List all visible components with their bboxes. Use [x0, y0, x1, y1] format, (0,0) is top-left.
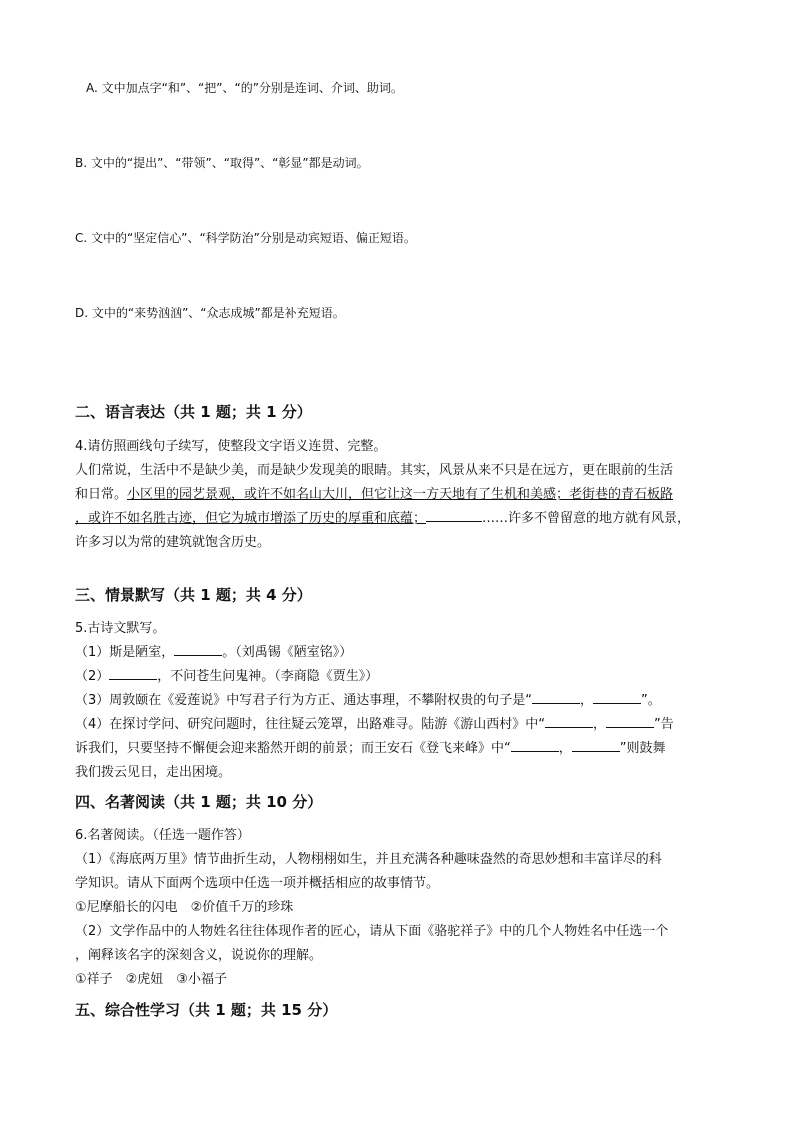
question-6-part-1: （1）《海底两万里》情节曲折生动，人物栩栩如生，并且充满各种趣味盎然的奇思妙想和丰富详尽的科 [75, 852, 662, 867]
answer-blank[interactable] [174, 641, 222, 656]
section-2-title: 二、语言表达（共 1 题；共 1 分） [75, 403, 312, 421]
question-6-part-1: 学知识。请从下面两个选项中任选一项并概括相应的故事情节。 [75, 876, 440, 891]
underlined-sentence: 小区里的园艺景观，或许不如名山大川，但它让这一方天地有了生机和美感；老街巷的青石板路 [127, 487, 674, 502]
question-6-part-2: ，阐释该名字的深刻含义，说说你的理解。 [75, 948, 323, 963]
section-4-title: 四、名著阅读（共 1 题；共 10 分） [75, 793, 323, 811]
question-6-part-2: （2）文学作品中的人物姓名往往体现作者的匠心，请从下面《骆驼祥子》中的几个人物姓名中任选一个 [75, 924, 669, 939]
question-5 [75, 617, 725, 785]
section-3-title: 三、情景默写（共 1 题；共 4 分） [75, 586, 312, 604]
item-4-end: 我们拨云见日，走出困境。 [75, 765, 232, 780]
answer-blank[interactable] [606, 713, 654, 728]
question-4 [75, 435, 725, 555]
answer-blank[interactable] [532, 689, 580, 704]
question-6-label: 6.名著阅读。（任选一题作答） [75, 828, 250, 843]
item-4-cont: 诉我们，只要坚持不懈便会迎来豁然开朗的前景；而王安石《登飞来峰》中“ ， ”则鼓舞 [75, 737, 725, 761]
question-6 [75, 824, 725, 992]
item-3: （3）周敦颐在《爱莲说》中写君子行为方正、通达事理，不攀附权贵的句子是“ ， ”。 [75, 689, 725, 713]
section-5-title: 五、综合性学习（共 1 题；共 15 分） [75, 1001, 338, 1019]
answer-blank[interactable] [545, 713, 593, 728]
option-a: A. 文中加点字“和”、“把”、“的”分别是连词、介词、助词。 [86, 81, 403, 95]
answer-blank[interactable] [511, 737, 559, 752]
answer-blank[interactable] [426, 507, 482, 522]
answer-blank[interactable] [572, 737, 620, 752]
item-1: （1）斯是陋室， 。（刘禹锡《陋室铭》） [75, 641, 725, 665]
option-d: D. 文中的“来势汹汹”、“众志成城”都是补充短语。 [75, 306, 345, 320]
question-5-label: 5.古诗文默写。 [75, 621, 166, 636]
choice-list: ①尼摩船长的闪电 ②价值千万的珍珠 [75, 900, 294, 915]
item-2: （2） ，不问苍生问鬼神。（李商隐《贾生》） [75, 665, 725, 689]
underlined-sentence: ，或许不如名胜古迹，但它为城市增添了历史的厚重和底蕴； [75, 511, 427, 526]
passage-line: 和日常。小区里的园艺景观，或许不如名山大川，但它让这一方天地有了生机和美感；老街巷的青石板路 [75, 487, 674, 502]
passage-line: 人们常说，生活中不是缺少美，而是缺少发现美的眼睛。其实，风景从来不只是在远方，更在眼前的生活 [75, 463, 674, 478]
item-4: （4）在探讨学问、研究问题时，往往疑云笼罩，出路难寻。陆游《游山西村》中“ ， ”告 [75, 713, 725, 737]
question-4-label: 4.请仿照画线句子续写，使整段文字语义连贯、完整。 [75, 439, 387, 454]
passage-line: ，或许不如名胜古迹，但它为城市增添了历史的厚重和底蕴； ……许多不曾留意的地方就有风景， [75, 507, 725, 531]
choice-list: ①祥子 ②虎妞 ③小福子 [75, 972, 227, 987]
answer-blank[interactable] [593, 689, 641, 704]
option-c: C. 文中的“坚定信心”、“科学防治”分别是动宾短语、偏正短语。 [75, 231, 416, 245]
answer-blank[interactable] [109, 665, 157, 680]
passage-line: 许多习以为常的建筑就饱含历史。 [75, 535, 271, 550]
option-b: B. 文中的“提出”、“带领”、“取得”、“彰显”都是动词。 [75, 156, 369, 170]
